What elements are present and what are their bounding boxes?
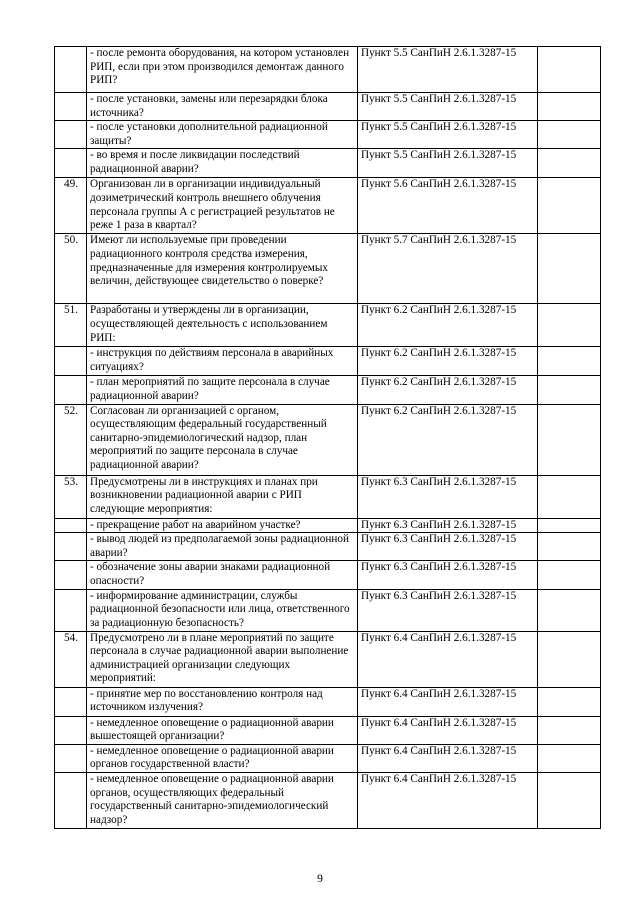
sub-question-row (55, 93, 601, 121)
requirement-reference-cell: Пункт 6.4 СанПиН 2.6.1.3287-15 (358, 687, 538, 716)
requirement-reference-cell: Пункт 6.3 СанПиН 2.6.1.3287-15 (358, 475, 538, 518)
question-cell: - план мероприятий по защите персонала в случае радиационной аварии? (87, 376, 358, 404)
answer-cell (538, 178, 601, 234)
item-number-cell (55, 149, 87, 178)
question-cell: Разработаны и утверждены ли в организации, осуществляющей деятельность с использованием РИП: (87, 304, 358, 347)
item-number-cell: 50. (55, 234, 87, 304)
item-number-cell (55, 93, 87, 121)
question-row (55, 631, 601, 687)
answer-cell (538, 744, 601, 772)
requirement-reference-cell: Пункт 5.5 СанПиН 2.6.1.3287-15 (358, 93, 538, 121)
answer-cell (538, 93, 601, 121)
question-cell: - во время и после ликвидации последствий радиационной аварии? (87, 149, 358, 178)
requirement-reference-cell: Пункт 6.2 СанПиН 2.6.1.3287-15 (358, 376, 538, 404)
item-number-cell (55, 533, 87, 561)
sub-question-row (55, 687, 601, 716)
question-cell: - вывод людей из предполагаемой зоны радиационной аварии? (87, 533, 358, 561)
page-number: 9 (317, 873, 323, 885)
sub-question-row (55, 589, 601, 631)
answer-cell (538, 716, 601, 744)
item-number-cell (55, 121, 87, 149)
requirement-reference-cell: Пункт 5.5 СанПиН 2.6.1.3287-15 (358, 121, 538, 149)
question-cell: - немедленное оповещение о радиационной аварии органов, осуществляющих федеральный государственный санитарно-эпидемиологический надзор? (87, 772, 358, 828)
item-number-cell (55, 772, 87, 828)
question-cell: - информирование администрации, службы радиационной безопасности или лица, ответственного за радиационную безопасность? (87, 589, 358, 631)
answer-cell (538, 561, 601, 589)
sub-question-row (55, 149, 601, 178)
item-number-cell (55, 687, 87, 716)
sub-question-row (55, 744, 601, 772)
sub-question-row (55, 518, 601, 533)
requirement-reference-cell: Пункт 5.5 СанПиН 2.6.1.3287-15 (358, 47, 538, 93)
item-number-cell (55, 744, 87, 772)
item-number-cell: 49. (55, 178, 87, 234)
question-cell: - инструкция по действиям персонала в аварийных ситуациях? (87, 347, 358, 376)
requirement-reference-cell: Пункт 6.2 СанПиН 2.6.1.3287-15 (358, 304, 538, 347)
answer-cell (538, 518, 601, 533)
checklist-table (54, 46, 601, 829)
question-cell: Предусмотрено ли в плане мероприятий по защите персонала в случае радиационной аварии выполнение администрацией организации следующих мероприятий: (87, 631, 358, 687)
answer-cell (538, 475, 601, 518)
item-number-cell (55, 561, 87, 589)
question-row (55, 404, 601, 475)
question-cell: Согласован ли организацией с органом, осуществляющим федеральный государственный санитарно-эпидемиологический надзор, план мероприятий по защите персонала в случае радиационной аварии? (87, 404, 358, 475)
requirement-reference-cell: Пункт 6.2 СанПиН 2.6.1.3287-15 (358, 404, 538, 475)
question-row (55, 178, 601, 234)
answer-cell (538, 589, 601, 631)
answer-cell (538, 631, 601, 687)
sub-question-row (55, 772, 601, 828)
question-cell: - принятие мер по восстановлению контроля над источником излучения? (87, 687, 358, 716)
item-number-cell: 51. (55, 304, 87, 347)
item-number-cell (55, 47, 87, 93)
answer-cell (538, 47, 601, 93)
checklist-body (55, 47, 601, 829)
item-number-cell (55, 518, 87, 533)
answer-cell (538, 404, 601, 475)
requirement-reference-cell: Пункт 5.6 СанПиН 2.6.1.3287-15 (358, 178, 538, 234)
question-cell: Организован ли в организации индивидуальный дозиметрический контроль внешнего облучения персонала группы А с регистрацией результатов не реже 1 раза в квартал? (87, 178, 358, 234)
sub-question-row (55, 716, 601, 744)
requirement-reference-cell: Пункт 6.2 СанПиН 2.6.1.3287-15 (358, 347, 538, 376)
question-cell: - после установки дополнительной радиационной защиты? (87, 121, 358, 149)
sub-question-row (55, 376, 601, 404)
requirement-reference-cell: Пункт 6.4 СанПиН 2.6.1.3287-15 (358, 744, 538, 772)
item-number-cell (55, 716, 87, 744)
requirement-reference-cell: Пункт 5.5 СанПиН 2.6.1.3287-15 (358, 149, 538, 178)
item-number-cell: 52. (55, 404, 87, 475)
item-number-cell (55, 347, 87, 376)
requirement-reference-cell: Пункт 6.4 СанПиН 2.6.1.3287-15 (358, 631, 538, 687)
question-row (55, 234, 601, 304)
requirement-reference-cell: Пункт 6.4 СанПиН 2.6.1.3287-15 (358, 772, 538, 828)
answer-cell (538, 687, 601, 716)
answer-cell (538, 304, 601, 347)
question-cell: - после ремонта оборудования, на котором установлен РИП, если при этом производился демонтаж данного РИП? (87, 47, 358, 93)
answer-cell (538, 772, 601, 828)
sub-question-row (55, 121, 601, 149)
sub-question-row (55, 561, 601, 589)
item-number-cell: 53. (55, 475, 87, 518)
question-cell: Предусмотрены ли в инструкциях и планах при возникновении радиационной аварии с РИП следующие мероприятия: (87, 475, 358, 518)
question-cell: - немедленное оповещение о радиационной аварии органов государственной власти? (87, 744, 358, 772)
question-cell: - прекращение работ на аварийном участке? (87, 518, 358, 533)
question-row (55, 475, 601, 518)
question-cell: - после установки, замены или перезарядки блока источника? (87, 93, 358, 121)
question-cell: Имеют ли используемые при проведении радиационного контроля средства измерения, предназначенные для измерения контролируемых величин, действующее свидетельство о поверке? (87, 234, 358, 304)
answer-cell (538, 347, 601, 376)
requirement-reference-cell: Пункт 6.4 СанПиН 2.6.1.3287-15 (358, 716, 538, 744)
question-cell: - немедленное оповещение о радиационной аварии вышестоящей организации? (87, 716, 358, 744)
question-cell: - обозначение зоны аварии знаками радиационной опасности? (87, 561, 358, 589)
sub-question-row (55, 533, 601, 561)
answer-cell (538, 533, 601, 561)
requirement-reference-cell: Пункт 6.3 СанПиН 2.6.1.3287-15 (358, 589, 538, 631)
item-number-cell (55, 376, 87, 404)
answer-cell (538, 376, 601, 404)
requirement-reference-cell: Пункт 5.7 СанПиН 2.6.1.3287-15 (358, 234, 538, 304)
requirement-reference-cell: Пункт 6.3 СанПиН 2.6.1.3287-15 (358, 518, 538, 533)
answer-cell (538, 149, 601, 178)
item-number-cell: 54. (55, 631, 87, 687)
requirement-reference-cell: Пункт 6.3 СанПиН 2.6.1.3287-15 (358, 561, 538, 589)
sub-question-row (55, 47, 601, 93)
question-row (55, 304, 601, 347)
item-number-cell (55, 589, 87, 631)
answer-cell (538, 234, 601, 304)
answer-cell (538, 121, 601, 149)
sub-question-row (55, 347, 601, 376)
requirement-reference-cell: Пункт 6.3 СанПиН 2.6.1.3287-15 (358, 533, 538, 561)
